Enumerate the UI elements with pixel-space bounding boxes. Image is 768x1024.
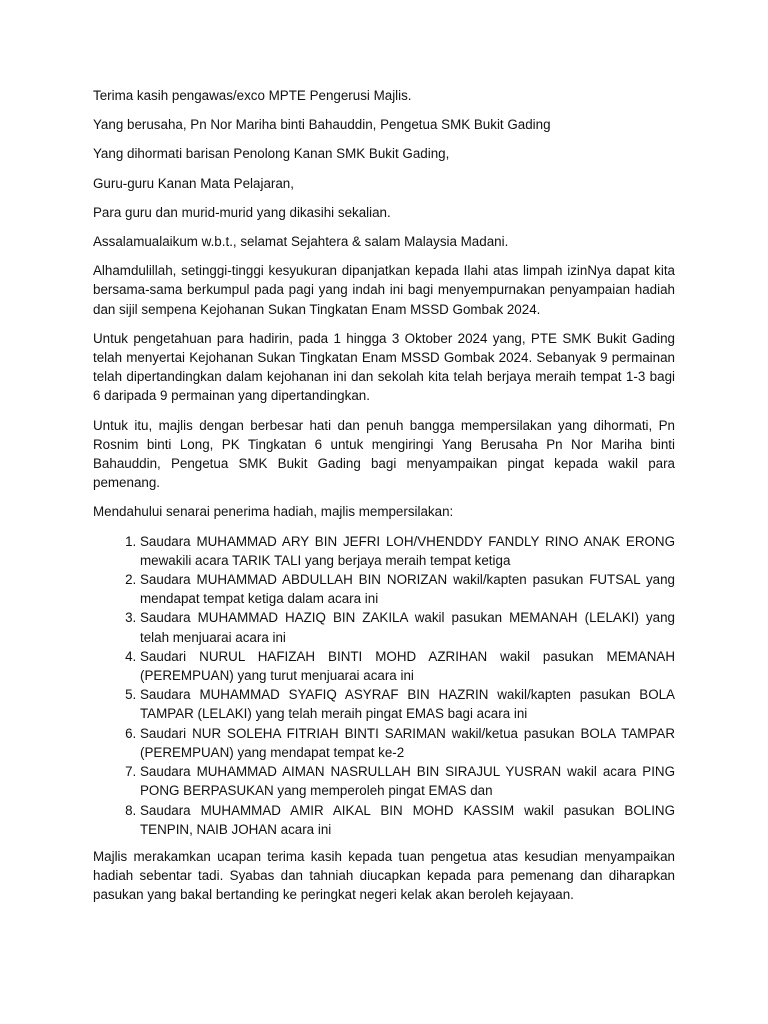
list-item: 3. Saudara MUHAMMAD HAZIQ BIN ZAKILA wakil pasukan MEMANAH (LELAKI) yang telah menjuarai acara ini — [140, 608, 675, 646]
list-item: 2. Saudara MUHAMMAD ABDULLAH BIN NORIZAN wakil/kapten pasukan FUTSAL yang mendapat tempat ketiga dalam acara ini — [140, 570, 675, 608]
recipient-list — [93, 532, 675, 839]
list-item: 5. Saudara MUHAMMAD SYAFIQ ASYRAF BIN HAZRIN wakil/kapten pasukan BOLA TAMPAR (LELAKI) yang telah meraih pingat EMAS bagi acara ini — [140, 685, 675, 723]
greeting-chair: Terima kasih pengawas/exco MPTE Pengerusi Majlis. — [93, 88, 412, 103]
greeting-teachers-students: Para guru dan murid-murid yang dikasihi sekalian. — [93, 204, 391, 220]
list-item: 4. Saudari NURUL HAFIZAH BINTI MOHD AZRIHAN wakil pasukan MEMANAH (PEREMPUAN) yang turut menjuarai acara ini — [140, 647, 675, 685]
document-page — [93, 86, 675, 915]
paragraph-closing: Majlis merakamkan ucapan terima kasih kepada tuan pengetua atas kesudian menyampaikan hadiah sebentar tadi. Syabas dan tahniah diucapkan kepada para pemenang dan diharapkan pasukan yang bakal bertanding ke peringkat negeri kelak akan beroleh kejayaan. — [93, 848, 675, 903]
list-item: 7. Saudara MUHAMMAD AIMAN NASRULLAH BIN SIRAJUL YUSRAN wakil acara PING PONG BERPASUKAN yang memperoleh pingat EMAS dan — [140, 762, 675, 800]
list-item: 8. Saudara MUHAMMAD AMIR AIKAL BIN MOHD KASSIM wakil pasukan BOLING TENPIN, NAIB JOHAN acara ini — [140, 801, 675, 839]
paragraph-list-intro: Mendahului senarai penerima hadiah, majlis mempersilakan: — [93, 504, 454, 520]
greeting-senior-assistants: Yang dihormati barisan Penolong Kanan SMK Bukit Gading, — [93, 146, 450, 162]
greeting-principal: Yang berusaha, Pn Nor Mariha binti Bahauddin, Pengetua SMK Bukit Gading — [93, 117, 551, 133]
paragraph-info: Untuk pengetahuan para hadirin, pada 1 hingga 3 Oktober 2024 yang, PTE SMK Bukit Gading telah menyertai Kejohanan Sukan Tingkatan Enam MSSD Gombak 2024. Sebanyak 9 permainan telah dipertandingkan dalam kejohanan ini dan sekolah kita telah berjaya meraih tempat 1-3 bagi 6 daripada 9 permainan yang dipertandingkan. — [93, 330, 675, 404]
paragraph-alhamdulillah: Alhamdulillah, setinggi-tinggi kesyukuran dipanjatkan kepada Ilahi atas limpah izinNya dapat kita bersama-sama berkumpul pada pagi yang indah ini bagi menyempurnakan penyampaian hadiah dan sijil sempena Kejohanan Sukan Tingkatan Enam MSSD Gombak 2024. — [93, 263, 675, 317]
greeting-salutation: Assalamualaikum w.b.t., selamat Sejahtera & salam Malaysia Madani. — [93, 234, 509, 250]
greeting-senior-teachers: Guru-guru Kanan Mata Pelajaran, — [93, 175, 294, 191]
list-item: 1. Saudara MUHAMMAD ARY BIN JEFRI LOH/VHENDDY FANDLY RINO ANAK ERONG mewakili acara TARIK TALI yang berjaya meraih tempat ketiga — [140, 532, 675, 570]
list-item: 6. Saudari NUR SOLEHA FITRIAH BINTI SARIMAN wakil/ketua pasukan BOLA TAMPAR (PEREMPUAN) yang mendapat tempat ke-2 — [140, 724, 675, 762]
paragraph-invite: Untuk itu, majlis dengan berbesar hati dan penuh bangga mempersilakan yang dihormati, Pn Rosnim binti Long, PK Tingkatan 6 untuk mengiringi Yang Berusaha Pn Nor Mariha binti Bahauddin, Pengetua SMK Bukit Gading bagi menyampaikan pingat kepada wakil para pemenang. — [93, 417, 675, 491]
